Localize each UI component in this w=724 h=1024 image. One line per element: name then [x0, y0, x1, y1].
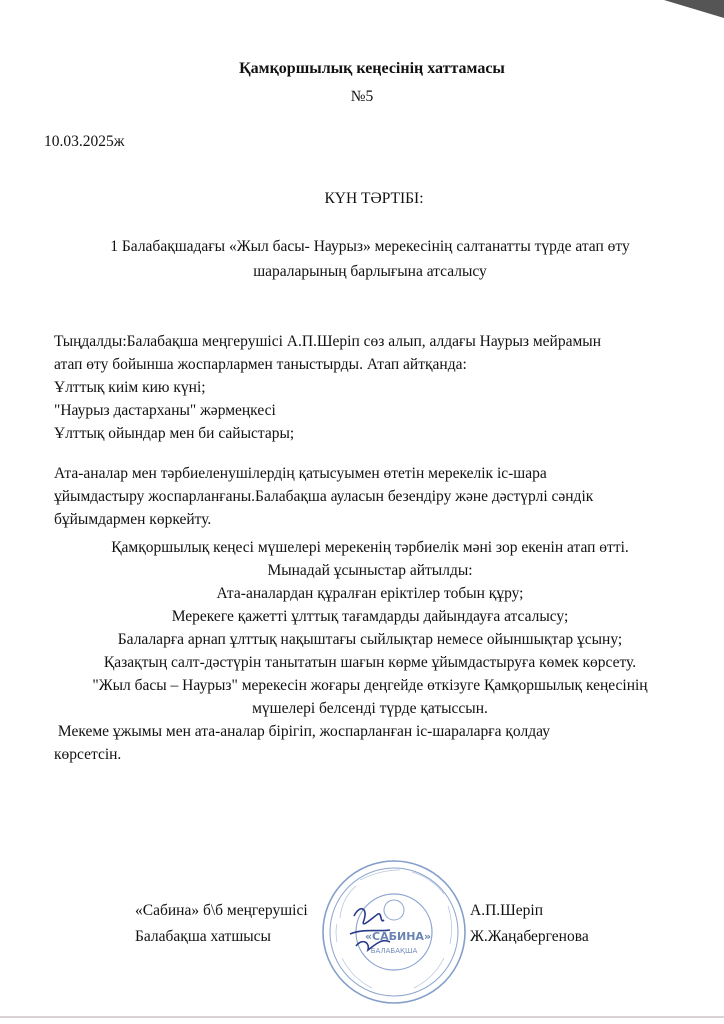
text-line: Мынадай ұсыныстар айтылды:	[267, 562, 473, 579]
protocol-number: №5	[350, 88, 374, 105]
closing-paragraph	[54, 720, 700, 766]
agenda-item-line: шараларының барлығына атсалысу	[253, 263, 487, 280]
decision-line: "Жыл басы – Наурыз" мерекесін жоғары деңгейде өткізуге Қамқоршылық кеңесінің	[92, 677, 648, 694]
proposal-item: Балаларға арнап ұлттық нақыштағы сыйлықтар немесе ойыншықтар ұсыну;	[117, 631, 623, 648]
signature-roles	[135, 898, 308, 950]
secretary-name: Ж.Жаңабергенова	[470, 928, 589, 945]
director-role: «Сабина» б\б меңгерушісі	[135, 902, 308, 919]
list-item: Ұлттық киім кию күні;	[54, 379, 206, 396]
text-line: бұйымдармен көркейту.	[54, 511, 212, 528]
scan-corner-mark	[664, 0, 724, 18]
stamp-subtext: БАЛАБАҚША	[370, 947, 418, 955]
list-item: Ұлттық ойындар мен би сайыстары;	[54, 425, 295, 442]
agenda-item	[60, 234, 680, 284]
plan-paragraph	[54, 462, 694, 531]
text-line: атап өту бойынша жоспарлармен таныстырды. Атап айтқанда:	[54, 356, 467, 373]
secretary-role: Балабақша хатшысы	[135, 928, 271, 945]
official-stamp	[320, 858, 468, 1006]
text-line: көрсетсін.	[54, 746, 122, 763]
proposal-item: Ата-аналардан құралған еріктілер тобын құру;	[216, 585, 524, 602]
document-title: Қамқоршылық кеңесінің хаттамасы	[239, 60, 505, 77]
agenda-heading: КҮН ТӘРТІБІ:	[324, 190, 424, 207]
proposals-block	[40, 536, 700, 766]
signature-names	[470, 898, 589, 950]
proposal-item: Мерекеге қажетті ұлттық тағамдарды дайындауға атсалысу;	[171, 608, 569, 625]
list-item: "Наурыз дастарханы" жәрмеңкесі	[54, 402, 276, 419]
text-line: Тыңдалды:Балабақша меңгерушісі А.П.Шеріп сөз алып, алдағы Наурыз мейрамын	[54, 333, 601, 350]
text-line: Ата-аналар мен тәрбиеленушілердің қатысуымен өтетін мерекелік іс-шара	[54, 465, 547, 482]
agenda-item-line: 1 Балабақшадағы «Жыл басы- Наурыз» мерекесінің салтанатты түрде атап өту	[110, 238, 630, 255]
text-line: Мекеме ұжымы мен ата-аналар бірігіп, жоспарланған іс-шараларға қолдау	[54, 723, 550, 740]
text-line: Қамқоршылық кеңесі мүшелері мерекенің тәрбиелік мәні зор екенін атап өтті.	[111, 539, 629, 556]
scan-edge-line	[0, 1016, 724, 1018]
document-date: 10.03.2025ж	[44, 133, 125, 150]
text-line: ұйымдастыру жоспарланғаны.Балабақша ауласын безендіру және дәстүрлі сәндік	[54, 488, 594, 505]
director-name: А.П.Шеріп	[470, 902, 544, 919]
stamp-text: «САБИНА»	[364, 930, 432, 943]
heard-paragraph	[54, 330, 694, 445]
decision-line: мүшелері белсенді түрде қатыссын.	[252, 700, 488, 717]
proposal-item: Қазақтың салт-дәстүрін танытатын шағын көрме ұйымдастыруға көмек көрсету.	[103, 654, 637, 671]
